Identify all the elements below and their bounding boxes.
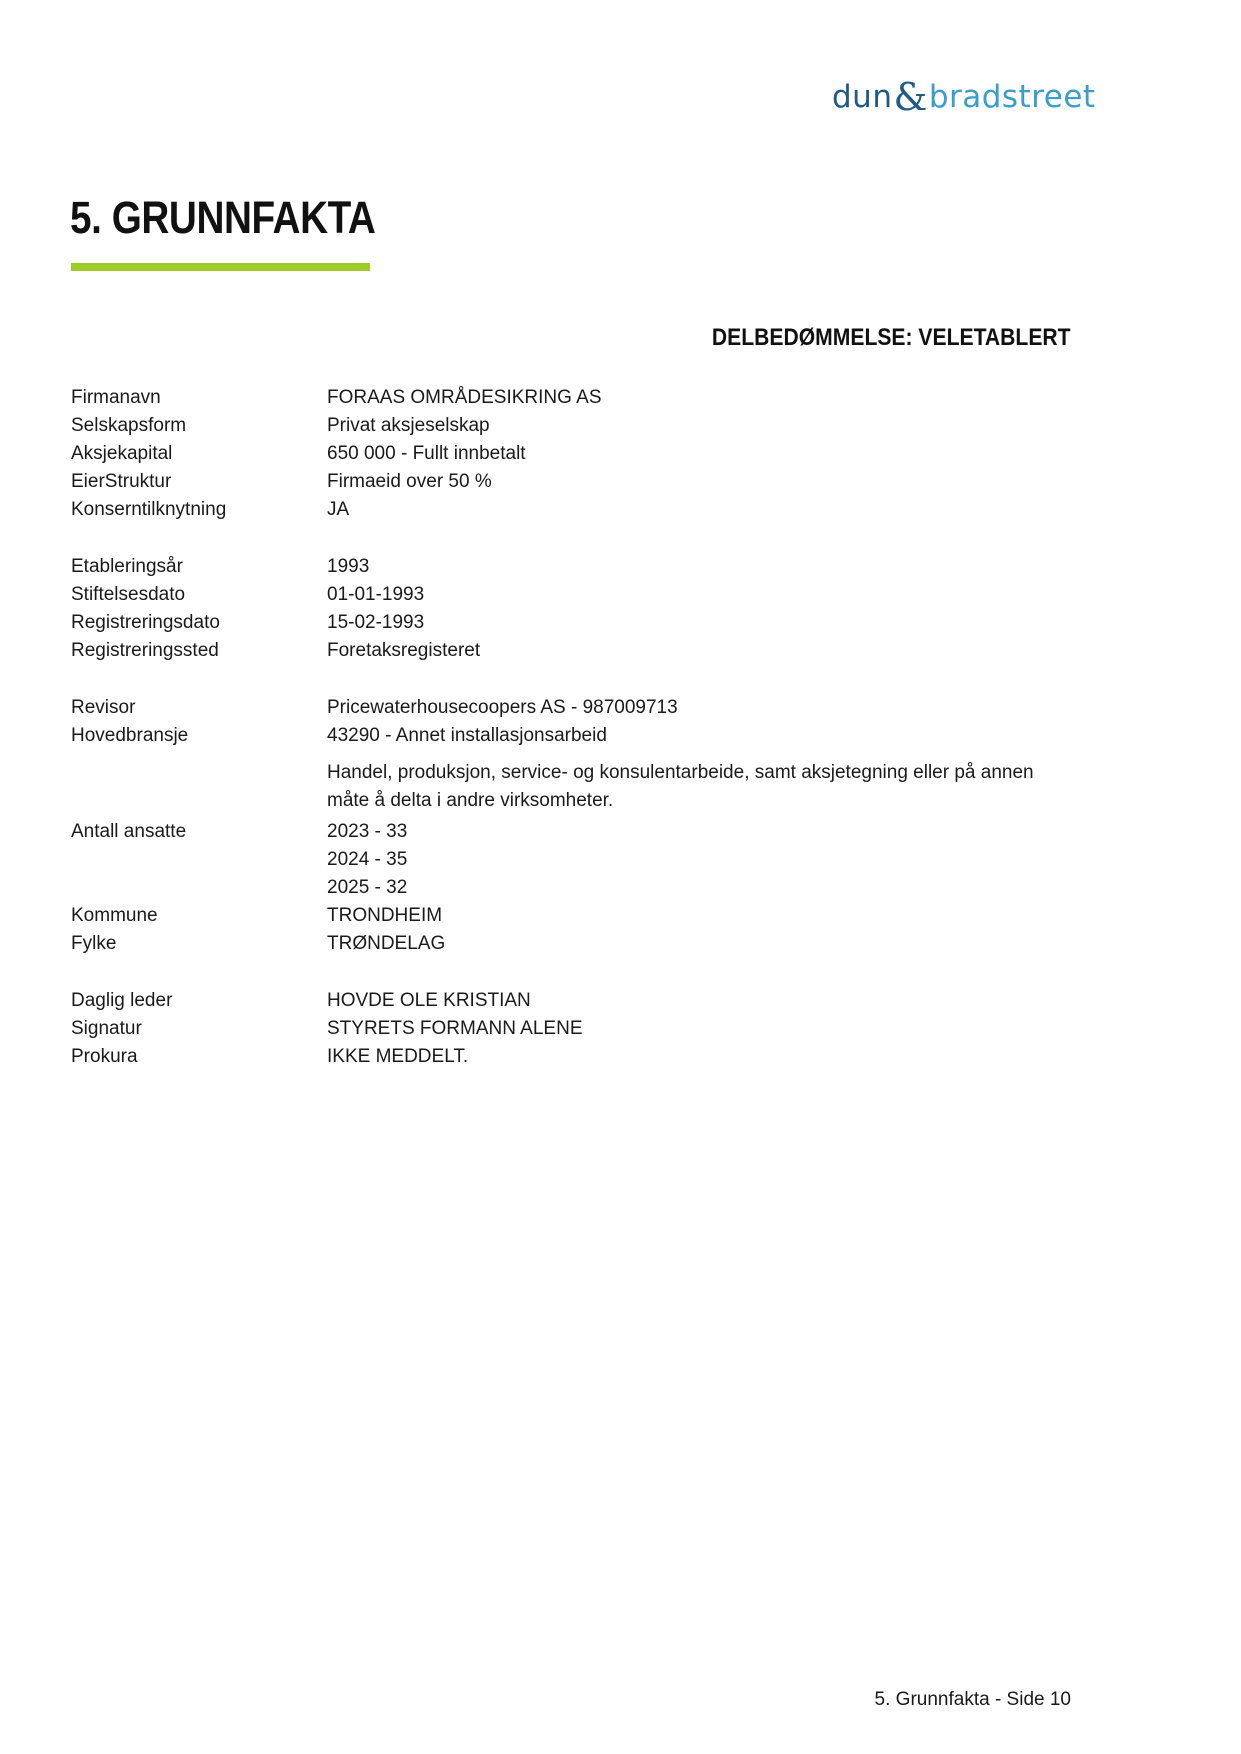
fact-label: Kommune — [71, 905, 158, 926]
fact-value: 650 000 - Fullt innbetalt — [327, 443, 526, 464]
fact-label: Fylke — [71, 933, 117, 954]
fact-label: Hovedbransje — [71, 725, 189, 746]
fact-value: HOVDE OLE KRISTIAN — [327, 990, 531, 1011]
fact-value: IKKE MEDDELT. — [327, 1046, 469, 1067]
fact-label: Registreringsdato — [71, 612, 220, 633]
fact-value: 2023 - 33 — [327, 821, 408, 842]
fact-row-hovedbransje — [71, 722, 1071, 750]
section-gap — [71, 750, 1071, 758]
fact-row-antall-ansatte-2024 — [71, 846, 1071, 874]
fact-row-etableringsaar — [71, 553, 1071, 581]
title-underline — [71, 263, 370, 271]
fact-value: 43290 - Annet installasjonsarbeid — [327, 725, 607, 746]
fact-label: Signatur — [71, 1018, 142, 1039]
dun-bradstreet-logo — [832, 75, 1096, 126]
fact-label: Stiftelsesdato — [71, 584, 186, 605]
facts-table — [71, 384, 1071, 1071]
fact-value: 2024 - 35 — [327, 849, 408, 870]
section-gap — [71, 665, 1071, 694]
fact-value: TRONDHEIM — [327, 905, 443, 926]
fact-value: STYRETS FORMANN ALENE — [327, 1018, 583, 1039]
fact-row-selskapsform — [71, 412, 1071, 440]
fact-row-konserntilknytning — [71, 496, 1071, 524]
fact-label: Aksjekapital — [71, 443, 173, 464]
fact-row-kommune — [71, 902, 1071, 930]
fact-row-signatur — [71, 1015, 1071, 1043]
fact-row-daglig-leder — [71, 987, 1071, 1015]
fact-row-fylke — [71, 930, 1071, 958]
sub-rating-heading: DELBEDØMMELSE: VELETABLERT — [712, 324, 1071, 351]
fact-row-formaal — [71, 758, 1071, 815]
fact-value: TRØNDELAG — [327, 933, 446, 954]
fact-row-registreringssted — [71, 637, 1071, 665]
fact-row-antall-ansatte — [71, 818, 1071, 846]
logo-text-bradstreet: bradstreet — [928, 79, 1096, 115]
fact-value: Privat aksjeselskap — [327, 415, 490, 436]
fact-row-registreringsdato — [71, 609, 1071, 637]
fact-label: Konserntilknytning — [71, 499, 227, 520]
fact-label-empty — [71, 874, 327, 902]
fact-label: Registreringssted — [71, 640, 219, 661]
fact-label: EierStruktur — [71, 471, 172, 492]
fact-row-eierstruktur — [71, 468, 1071, 496]
fact-label: Selskapsform — [71, 415, 187, 436]
logo-ampersand: & — [893, 75, 928, 119]
page-footer: 5. Grunnfakta - Side 10 — [874, 1689, 1071, 1710]
fact-value: Firmaeid over 50 % — [327, 471, 492, 492]
fact-value: Pricewaterhousecoopers AS - 987009713 — [327, 697, 678, 718]
fact-label-empty — [71, 758, 327, 815]
fact-label: Daglig leder — [71, 990, 173, 1011]
fact-value: 15-02-1993 — [327, 612, 425, 633]
fact-label: Firmanavn — [71, 387, 161, 408]
fact-row-aksjekapital — [71, 440, 1071, 468]
section-gap — [71, 524, 1071, 553]
fact-value: JA — [327, 499, 350, 520]
fact-value: Foretaksregisteret — [327, 640, 481, 661]
page-title: 5. GRUNNFAKTA — [70, 192, 376, 243]
logo-text-dun: dun — [832, 79, 893, 115]
fact-row-firmanavn — [71, 384, 1071, 412]
fact-label: Etableringsår — [71, 556, 183, 577]
fact-row-prokura — [71, 1043, 1071, 1071]
business-purpose-text: Handel, produksjon, service- og konsulentarbeide, samt aksjetegning eller på annen måte å delta i andre virksomheter. — [327, 762, 1034, 811]
fact-label-empty — [71, 846, 327, 874]
fact-value: FORAAS OMRÅDESIKRING AS — [327, 387, 602, 408]
fact-label: Antall ansatte — [71, 821, 187, 842]
fact-value: 1993 — [327, 556, 370, 577]
fact-value: 2025 - 32 — [327, 877, 408, 898]
fact-row-stiftelsesdato — [71, 581, 1071, 609]
section-gap — [71, 958, 1071, 987]
fact-label: Prokura — [71, 1046, 138, 1067]
fact-row-revisor — [71, 694, 1071, 722]
fact-row-antall-ansatte-2025 — [71, 874, 1071, 902]
fact-value: 01-01-1993 — [327, 584, 425, 605]
fact-label: Revisor — [71, 697, 136, 718]
